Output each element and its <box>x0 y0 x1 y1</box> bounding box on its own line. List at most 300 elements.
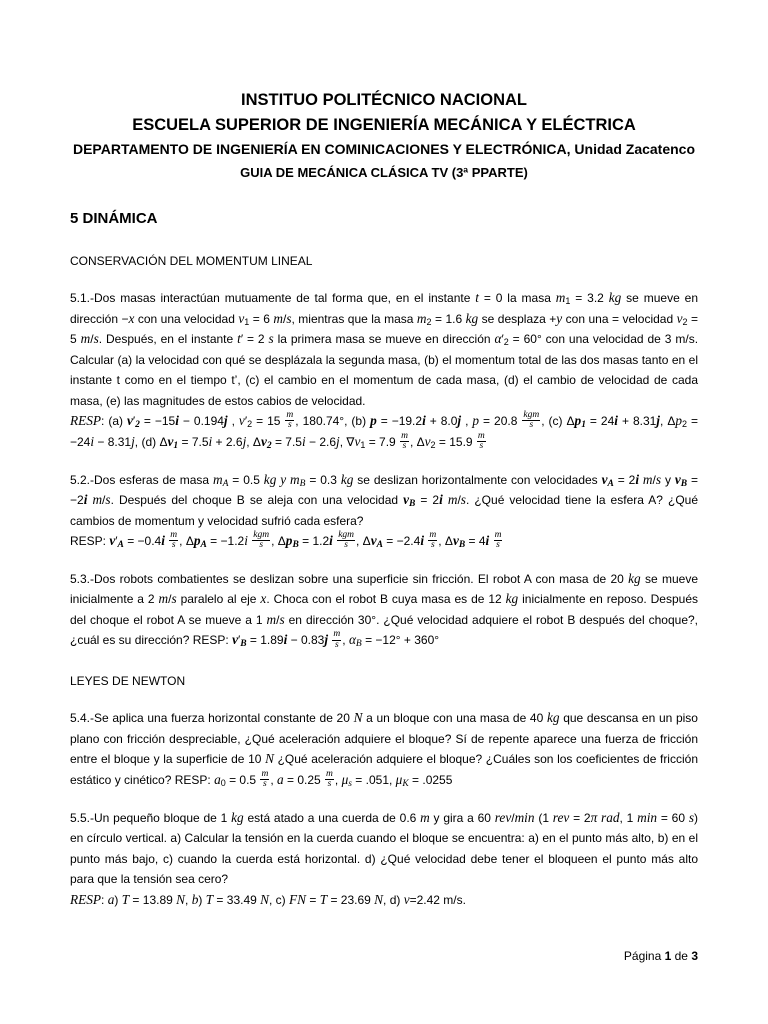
math-symbol: rev <box>552 809 570 825</box>
math-symbol: kg <box>465 310 479 326</box>
fraction-denominator: s <box>402 441 407 452</box>
text-run: , 180.74°, (b) <box>295 414 371 428</box>
problem-answer <box>70 890 698 911</box>
fraction-denominator: s <box>287 420 292 431</box>
math-symbol: i <box>208 433 213 449</box>
text-run: 5.2.-Dos esferas de masa <box>70 472 213 487</box>
fraction-denominator: s <box>529 420 534 431</box>
subscript: B <box>458 540 466 551</box>
fraction-numerator: kgm <box>523 409 540 420</box>
unit-fraction <box>325 770 334 790</box>
text-run: = 20.8 <box>479 414 522 428</box>
page-content <box>70 88 698 910</box>
vector-symbol: i <box>485 533 490 549</box>
math-symbol: kg <box>505 591 519 607</box>
math-symbol: μ <box>341 771 349 787</box>
unit-fraction <box>477 432 486 452</box>
text-run: / <box>282 311 287 326</box>
text-run: = −19.2 <box>376 414 423 428</box>
text-run: , <box>185 892 192 907</box>
topic-heading-momentum: CONSERVACIÓN DEL MOMENTUM LINEAL <box>70 254 313 268</box>
text-run: = −0.4 <box>123 534 162 549</box>
math-symbol: b <box>191 891 199 907</box>
math-symbol: min <box>514 809 535 825</box>
vector-symbol: v <box>109 533 116 549</box>
problem-5-4 <box>70 708 698 790</box>
fraction-denominator: s <box>479 441 484 452</box>
math-symbol: v <box>403 891 410 907</box>
department-title: DEPARTAMENTO DE INGENIERÍA EN COMINICACIONES Y ELECTRÓNICA, Unidad Zacatenco <box>72 141 696 157</box>
text-run: = 2 <box>415 493 440 508</box>
math-symbol: N <box>374 891 384 907</box>
text-run: inicialmente en reposo. Después del choque el robot A se mueve a 1 <box>70 592 699 627</box>
vector-symbol: v <box>167 433 174 449</box>
math-symbol: s <box>286 310 292 326</box>
math-symbol: a <box>214 771 221 787</box>
math-symbol: m <box>447 492 458 508</box>
math-symbol: x <box>260 591 267 607</box>
unit-fraction <box>522 411 540 431</box>
text-run: y gira a 60 <box>429 810 495 825</box>
text-run: = 15 <box>252 414 285 428</box>
text-run: ¿Qué aceleración adquiere el bloque? ¿Cuáles son los coeficientes de fricción estático y cinético? RESP: <box>70 752 698 787</box>
text-run: / <box>102 493 106 508</box>
text-run: / <box>457 493 461 508</box>
subscript: 2 <box>430 439 436 450</box>
text-run: − 0.194 <box>178 414 224 428</box>
text-run: la primera masa se mueve en dirección <box>273 332 495 346</box>
text-run <box>248 534 251 548</box>
text-run: = .0255 <box>408 772 453 787</box>
math-symbol: j <box>336 433 340 449</box>
text-run: , Δ <box>409 434 425 449</box>
text-run: , (d) Δ <box>134 434 168 449</box>
text-run: = 7.9 <box>365 434 400 449</box>
math-symbol: T <box>205 891 214 907</box>
school-title: ESCUELA SUPERIOR DE INGENIERÍA MECÁNICA Y ELÉCTRICA <box>132 116 636 134</box>
text-run: = .051, <box>351 772 396 787</box>
institute-title: INSTITUO POLITÉCNICO NACIONAL <box>241 91 527 109</box>
math-symbol: m <box>416 310 427 326</box>
subscript: B <box>680 478 688 489</box>
vector-symbol: i <box>420 533 425 549</box>
text-run: , <box>334 772 342 787</box>
text-run: ) <box>114 892 122 907</box>
unit-fraction <box>337 531 355 551</box>
fraction-denominator: s <box>430 540 435 551</box>
math-symbol: RESP <box>70 891 102 907</box>
math-symbol: kg <box>340 471 354 487</box>
text-run: / <box>90 332 94 346</box>
text-run: ′ <box>115 534 118 549</box>
text-run: que descansa en un piso plano con fricción despreciable, ¿Qué aceleración adquiere el bloque? Sí de repente aparece una fuerza de fricción entre el bloque y la superficie de 10 <box>70 711 698 767</box>
text-run: . Después del choque B se aleja con una velocidad <box>110 493 404 508</box>
vector-symbol: p <box>193 533 201 549</box>
text-run: =2.42 m/s. <box>409 892 466 907</box>
page-number <box>624 946 698 966</box>
unit-fraction <box>260 770 269 790</box>
vector-symbol: p <box>370 413 377 428</box>
math-symbol: s <box>105 492 111 508</box>
math-symbol: kg <box>628 570 641 586</box>
problem-statement <box>70 288 698 411</box>
vector-symbol: p <box>574 413 582 428</box>
text-run: = 0.3 <box>305 472 341 487</box>
text-run: = 5 <box>70 311 699 346</box>
text-run: . ¿Qué velocidad tiene la esfera A? ¿Qué cambios de momentum y velocidad sufrió cada esfera? <box>70 493 699 528</box>
fraction-denominator: s <box>259 540 264 551</box>
math-symbol: j <box>131 433 135 449</box>
text-run: 5.1.-Dos masas interactúan mutuamente de tal forma que, en el instante <box>70 291 476 305</box>
math-symbol: α <box>348 632 356 648</box>
math-symbol: m <box>420 809 430 825</box>
fraction-denominator: s <box>327 779 332 790</box>
vector-symbol: v <box>232 632 238 648</box>
text-run: = 0.5 <box>228 472 264 487</box>
vector-symbol: i <box>439 492 443 508</box>
math-symbol: π <box>590 809 598 825</box>
text-run: / <box>652 472 656 487</box>
text-run: / <box>276 612 280 627</box>
text-run: , <box>461 414 473 428</box>
text-run: RESP: <box>70 534 110 549</box>
text-run: ′ = 2 <box>240 332 269 346</box>
text-run: − 8.31 <box>94 434 132 449</box>
vector-symbol: i <box>175 413 179 428</box>
subscript: B <box>292 540 299 551</box>
bold-text-run: 1 <box>664 949 672 963</box>
text-run: ′ <box>132 414 136 428</box>
text-run: = −12° + 360° <box>361 633 440 648</box>
text-run <box>328 633 331 647</box>
text-run: se mueve inicialmente a 2 <box>70 571 699 607</box>
text-run: + 8.31 <box>617 414 657 428</box>
text-run: = 7.5 <box>178 434 209 449</box>
subscript: A <box>200 540 207 551</box>
text-run: en dirección 30°. ¿Qué velocidad adquiere el robot B después del choque?, ¿cuál es su dirección? RESP: <box>70 612 698 648</box>
fraction-denominator: s <box>496 540 500 551</box>
fraction-numerator: kgm <box>338 529 355 540</box>
math-symbol: s <box>171 591 177 607</box>
math-symbol: T <box>121 891 130 907</box>
text-run: + 8.0 <box>425 414 458 428</box>
math-symbol: v <box>238 413 245 428</box>
text-run: , ∇ <box>339 434 355 449</box>
text-run: , mientras que la masa <box>291 311 417 326</box>
text-run: se desplaza + <box>478 311 557 326</box>
text-run: 5.3.-Dos robots combatientes se deslizan sobre una superficie sin fricción. El robot A con masa de 20 <box>70 571 629 586</box>
text-run: , <box>342 633 349 648</box>
vector-symbol: v <box>601 471 608 487</box>
math-symbol: v <box>676 310 683 326</box>
text-run: = 13.89 <box>129 892 177 907</box>
subscript: 1 <box>581 420 586 430</box>
text-run: , Δ <box>271 534 286 549</box>
text-run: = 60 <box>657 810 689 825</box>
text-run <box>165 534 168 548</box>
math-symbol: i <box>90 433 95 449</box>
text-run: ) <box>198 892 206 907</box>
text-run: , <box>227 414 239 428</box>
text-run: , Δ <box>179 534 194 549</box>
subscript: B <box>240 639 247 650</box>
text-run: 5.4.-Se aplica una fuerza horizontal constante de 20 <box>70 711 354 726</box>
vector-symbol: i <box>614 413 618 428</box>
vector-symbol: i <box>635 471 640 487</box>
math-symbol: m <box>212 471 223 487</box>
problem-5-1 <box>70 288 698 453</box>
fraction-numerator: m <box>429 529 437 540</box>
math-symbol: i <box>244 533 248 549</box>
problem-answer <box>70 531 698 552</box>
math-symbol: m <box>266 611 277 627</box>
subscript: B <box>355 639 362 650</box>
math-symbol: i <box>301 433 306 449</box>
text-run: . Choca con el robot B cuya masa es de 12 <box>266 592 506 607</box>
text-run: ′ <box>501 332 504 346</box>
subscript: 1 <box>565 296 571 306</box>
text-run: de <box>671 949 692 963</box>
text-run: , (c) Δ <box>541 414 575 428</box>
math-symbol: s <box>279 611 285 627</box>
subscript: s <box>348 778 352 789</box>
text-run: , Δ <box>356 534 371 549</box>
math-symbol: m <box>80 331 91 346</box>
subscript: A <box>376 540 383 551</box>
math-symbol: m <box>92 492 103 508</box>
fraction-denominator: s <box>171 540 176 551</box>
math-symbol: s <box>655 471 662 487</box>
text-run: = 1.2 <box>298 534 330 549</box>
vector-symbol: i <box>329 533 333 549</box>
subscript: 1 <box>244 316 250 327</box>
math-symbol: m <box>642 471 653 487</box>
subscript: 1 <box>173 440 179 451</box>
fraction-numerator: m <box>494 529 502 540</box>
subscript: B <box>409 499 416 510</box>
text-run: = −2 <box>70 472 699 508</box>
math-symbol: p <box>472 413 480 428</box>
unit-fraction <box>494 531 503 551</box>
fraction-numerator: kgm <box>253 529 270 540</box>
text-run: = 2 <box>569 810 591 825</box>
vector-symbol: j <box>223 413 228 428</box>
text-run: = −1.2 <box>206 534 245 549</box>
subscript: 1 <box>360 439 366 450</box>
subscript: 2 <box>682 419 688 429</box>
text-run: = 3.2 <box>570 291 609 305</box>
text-run: , c) <box>269 892 290 907</box>
text-run: = 15.9 <box>435 434 476 449</box>
subscript: 2 <box>266 440 272 451</box>
text-run: = −2.4 <box>382 534 421 549</box>
unit-fraction <box>252 531 270 551</box>
vector-symbol: j <box>457 413 462 428</box>
math-symbol: N <box>265 751 274 767</box>
math-symbol: α <box>494 331 502 346</box>
vector-symbol: i <box>83 492 88 508</box>
text-run: , d) <box>383 892 404 907</box>
text-run: y <box>661 472 675 487</box>
text-run: = 24 <box>585 414 615 428</box>
fraction-numerator: m <box>333 629 341 640</box>
math-symbol: s <box>93 331 99 346</box>
math-symbol: RESP <box>70 413 102 428</box>
vector-symbol: j <box>656 413 660 428</box>
text-run: = 7.5 <box>271 434 302 449</box>
math-symbol: v <box>238 310 245 326</box>
subscript: 2 <box>682 316 688 327</box>
text-run: − 0.83 <box>287 633 325 648</box>
subscript: A <box>607 478 614 489</box>
text-run: = 0 la masa <box>478 291 556 305</box>
math-symbol: a <box>277 771 284 787</box>
math-symbol: t <box>237 331 241 346</box>
text-run: = 0.5 <box>225 772 260 787</box>
text-run: . Después, en el instante <box>98 332 238 346</box>
problem-statement <box>70 808 698 890</box>
text-run: , Δ <box>660 414 676 428</box>
guide-title: GUIA DE MECÁNICA CLÁSICA TV (3ª PPARTE) <box>240 165 528 180</box>
math-symbol: m <box>273 310 283 326</box>
math-symbol: p <box>675 413 682 428</box>
text-run: = 1.6 <box>431 311 466 326</box>
vector-symbol: i <box>161 533 165 549</box>
text-run: = 33.49 <box>213 892 261 907</box>
text-run: = 23.69 <box>327 892 375 907</box>
text-run: = 4 <box>465 534 486 549</box>
bold-text-run: 3 <box>691 949 698 963</box>
vector-symbol: v <box>452 533 459 549</box>
unit-fraction <box>169 531 178 551</box>
unit-fraction <box>332 630 341 650</box>
math-symbol: j <box>242 433 247 449</box>
unit-fraction <box>400 432 409 452</box>
text-run: , <box>270 772 277 787</box>
math-symbol: y <box>556 310 563 326</box>
unit-fraction <box>428 531 437 551</box>
subscript: A <box>117 540 124 551</box>
text-run: = 6 <box>249 311 274 326</box>
text-run <box>424 534 427 548</box>
text-run: / <box>511 810 515 825</box>
math-symbol: kg y m <box>263 471 300 487</box>
text-run <box>489 534 492 548</box>
vector-symbol: i <box>422 413 426 428</box>
problem-answer <box>70 411 698 453</box>
subscript: 2 <box>503 337 509 347</box>
fraction-denominator: s <box>334 639 339 650</box>
text-run: (1 <box>534 810 553 825</box>
problem-5-3 <box>70 569 698 651</box>
vector-symbol: v <box>370 533 377 549</box>
problem-statement <box>70 569 698 651</box>
math-symbol: rad <box>601 809 620 825</box>
text-run: = <box>306 892 320 907</box>
math-symbol: x <box>128 310 135 326</box>
vector-symbol: j <box>324 632 329 648</box>
text-run: con una velocidad <box>134 311 239 326</box>
text-run: ′ <box>244 414 248 428</box>
text-run: , Δ <box>438 534 453 549</box>
chapter-heading: 5 DINÁMICA <box>70 210 158 227</box>
math-symbol: min <box>637 809 658 825</box>
fraction-denominator: s <box>344 540 348 551</box>
math-symbol: s <box>460 492 466 508</box>
text-run: ) en círculo vertical. a) Calcular la tensión en la cuerda cuando el bloque se encuentra: a) en el punto más alto, b) en el punto más bajo, c) cuando la cuerda está horizontal. d) ¿Qué velocidad debe tener el bloqueen el punto más alto para que la tensión sea cero? <box>70 810 698 887</box>
text-run: = 0.25 <box>283 772 325 787</box>
math-symbol: μ <box>395 771 403 787</box>
text-run: : <box>101 892 108 907</box>
vector-symbol: v <box>126 413 133 428</box>
vector-symbol: i <box>283 632 288 648</box>
problem-5-5 <box>70 808 698 911</box>
subscript: 2 <box>135 420 140 430</box>
text-run: Página <box>623 949 665 963</box>
text-run: = 1.89 <box>246 633 284 648</box>
vector-symbol: p <box>285 533 293 549</box>
math-symbol: m <box>555 290 566 305</box>
text-run: : (a) <box>101 414 127 428</box>
text-run: = 2 <box>613 472 636 487</box>
fraction-numerator: m <box>326 768 333 779</box>
subscript: A <box>222 478 229 489</box>
math-symbol: a <box>107 891 115 907</box>
subscript: K <box>402 778 409 789</box>
math-symbol: v <box>354 433 361 449</box>
text-run: = −15 <box>139 414 176 428</box>
math-symbol: T <box>319 891 328 907</box>
fraction-numerator: m <box>401 430 408 441</box>
text-run: − 2.6 <box>305 434 337 449</box>
text-run: + 2.6 <box>212 434 243 449</box>
math-symbol: t <box>475 290 479 305</box>
math-symbol: kg <box>231 809 244 825</box>
math-symbol: v <box>424 433 431 449</box>
math-symbol: m <box>158 591 169 607</box>
text-run: , Δ <box>246 434 261 449</box>
problem-statement <box>70 708 698 790</box>
subscript: 2 <box>247 419 253 429</box>
vector-symbol: v <box>260 433 267 449</box>
text-run: = 60° con una velocidad de 3 m/s. Calcular (a) la velocidad con qué se desplázala la segunda masa, (b) el momentum total de las dos masas tanto en el instante t como en el tiempo t’, (c) el cambio en el momentum de cada masa, (d) el cambio de velocidad de cada masa, (e) las magnitudes de estos cabios de velocidad. <box>70 332 699 408</box>
subscript: 0 <box>220 777 226 788</box>
math-symbol: N <box>353 710 363 726</box>
math-symbol: kg <box>608 290 622 305</box>
subscript: 2 <box>426 316 432 327</box>
text-run: se deslizan horizontalmente con velocidades <box>353 472 602 487</box>
math-symbol: N <box>176 891 186 907</box>
math-symbol: rev <box>494 809 512 825</box>
text-run: 5.5.-Un pequeño bloque de 1 <box>70 810 232 825</box>
text-run: , 1 <box>619 810 638 825</box>
problem-5-2 <box>70 470 698 552</box>
fraction-denominator: s <box>263 779 267 790</box>
text-run: / <box>168 592 172 607</box>
fraction-numerator: m <box>286 409 294 420</box>
fraction-numerator: m <box>261 768 269 779</box>
text-run: a un bloque con una masa de 40 <box>362 711 547 726</box>
topic-heading-newton: LEYES DE NEWTON <box>70 674 186 689</box>
subscript: B <box>299 478 306 489</box>
vector-symbol: v <box>403 492 409 508</box>
math-symbol: FN <box>289 891 307 907</box>
text-run: con una = velocidad <box>562 311 677 326</box>
fraction-numerator: m <box>477 430 485 441</box>
math-symbol: kg <box>546 710 560 726</box>
text-run: está atado a una cuerda de 0.6 <box>243 810 421 825</box>
text-run: paralelo al eje <box>176 592 261 607</box>
